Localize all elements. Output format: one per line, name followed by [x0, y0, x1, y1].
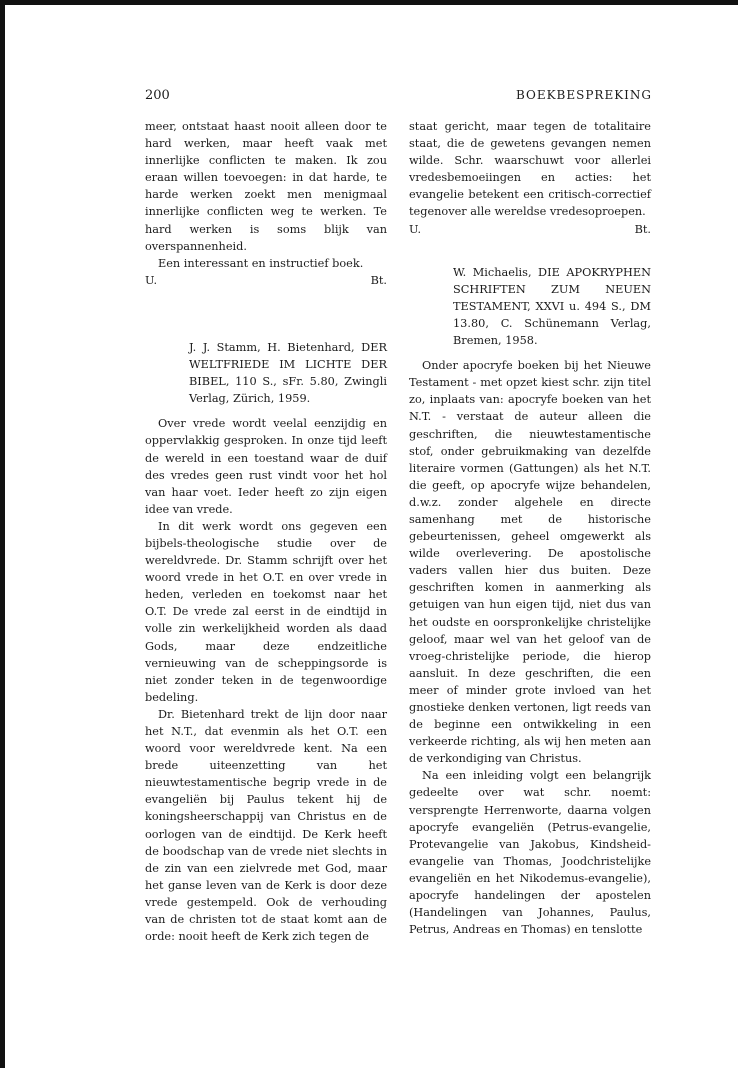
signature-right: Bt. — [634, 222, 651, 236]
right-column — [409, 118, 651, 938]
section-gap — [145, 289, 387, 313]
paragraph: Een interessant en instructief boek. — [158, 256, 364, 270]
reviewer-signature — [145, 272, 387, 289]
paragraph: staat gericht, maar tegen de totalitaire staat, die de gewetens gevangen nemen wilde. Schr. waarschuwt voor allerlei vredesbemoeiingen en acties: het evangelie betekent een critisch-correctief tegenover alle wereldse vredesoproepen. — [409, 120, 651, 219]
paragraph: Onder apocryfe boeken bij het Nieuwe Testament - met opzet kiest schr. zijn titel zo, inplaats van: apocryfe boeken van het N.T. - verstaat de auteur alleen die geschriften, die nieuwtestamentische stof, onder gebruikmaking van dezelfde literaire vormen (Gattungen) als het N.T. die geeft, op apocryfe wijze behandelen, d.w.z. zonder algehele en directe samenhang met de historische gebeurtenissen, geheel omgewerkt als wilde overlevering. De apostolische vaders vallen hier dus buiten. Deze geschriften komen in aanmerking als getuigen van hun eigen tijd, niet dus van het oudste en oorspronkelijke christelijke geloof, maar wel van het geloof van de vroeg-christelijke periode, die hierop aansluit. In deze geschriften, die een meer of minder grote invloed van het gnostieke denken vertonen, ligt reeds van de beginne een ontwikkeling in een verkeerde richting, als wij hen meten aan de verkondiging van Christus. — [409, 359, 651, 766]
paragraph: meer, ontstaat haast nooit alleen door te hard werken, maar heeft vaak met innerlijke conflicten te maken. Ik zou eraan willen toevoegen: in dat harde, te harde werken zoekt men menigmaal innerlijke conflicten weg te werken. Te hard werken is soms blijk van overspannenheid. — [145, 120, 387, 253]
page-number: 200 — [145, 88, 170, 103]
paragraph: Dr. Bietenhard trekt de lijn door naar het N.T., dat evenmin als het O.T. een woord voor wereldvrede kent. Na een brede uiteenzetting van het nieuwtestamentische begrip vrede in de evangeliën bij Paulus tekent hij de koningsheerschappij van Christus en de oorlogen van de eindtijd. De Kerk heeft de boodschap van de vrede niet slechts in de zin van een zielvrede met God, maar het ganse leven van de Kerk is door deze vrede gestempeld. Ook de verhouding van de christen tot de staat komt aan de orde: nooit heeft de Kerk zich tegen de — [145, 707, 387, 944]
book-reference-text: W. Michaelis, DIE APOKRYPHEN SCHRIFTEN ZUM NEUEN TESTAMENT, XXVI u. 494 S., DM 13.80, C. Schünemann Verlag, Bremen, 1958. — [453, 265, 651, 348]
book-reference — [145, 339, 387, 407]
reviewer-signature — [409, 221, 651, 238]
paragraph: In dit werk wordt ons gegeven een bijbels-theologische studie over de wereldvrede. Dr. Stamm schrijft over het woord vrede in het O.T. en over vrede in heden, verleden en toekomst naar het O.T. De vrede zal eerst in de eindtijd in volle zin werkelijkheid worden als daad Gods, maar deze endzeitliche vernieuwing van de scheppingsorde is niet zonder teken in de tegenwoordige bedeling. — [145, 519, 387, 704]
signature-left: U. — [409, 222, 422, 236]
scan-border-left — [0, 0, 5, 1068]
signature-right: Bt. — [370, 273, 387, 287]
signature-left: U. — [145, 273, 158, 287]
scan-border-top — [0, 0, 738, 5]
running-head: BOEKBESPREKING — [515, 88, 652, 102]
paragraph: Na een inleiding volgt een belangrijk gedeelte over wat schr. noemt: versprengte Herrenworte, daarna volgen apocryfe evangeliën (Petrus-evangelie, Protevangelie van Jakobus, Kindsheid-evangelie van Thomas, Joodchristelijke evangeliën en het Nikodemus-evangelie), apocryfe handelingen der apostelen (Handelingen van Johannes, Paulus, Petrus, Andreas en Thomas) en tenslotte — [409, 769, 651, 937]
left-column — [145, 118, 387, 945]
book-reference-text: J. J. Stamm, H. Bietenhard, DER WELTFRIEDE IM LICHTE DER BIBEL, 110 S., sFr. 5.80, Zwingli Verlag, Zürich, 1959. — [189, 340, 387, 406]
paragraph: Over vrede wordt veelal eenzijdig en oppervlakkig gesproken. In onze tijd leeft de wereld in een toestand waar de duif des vredes geen rust vindt voor het hol van haar voet. Ieder heeft zo zijn eigen idee van vrede. — [145, 417, 387, 516]
book-reference — [409, 264, 651, 349]
